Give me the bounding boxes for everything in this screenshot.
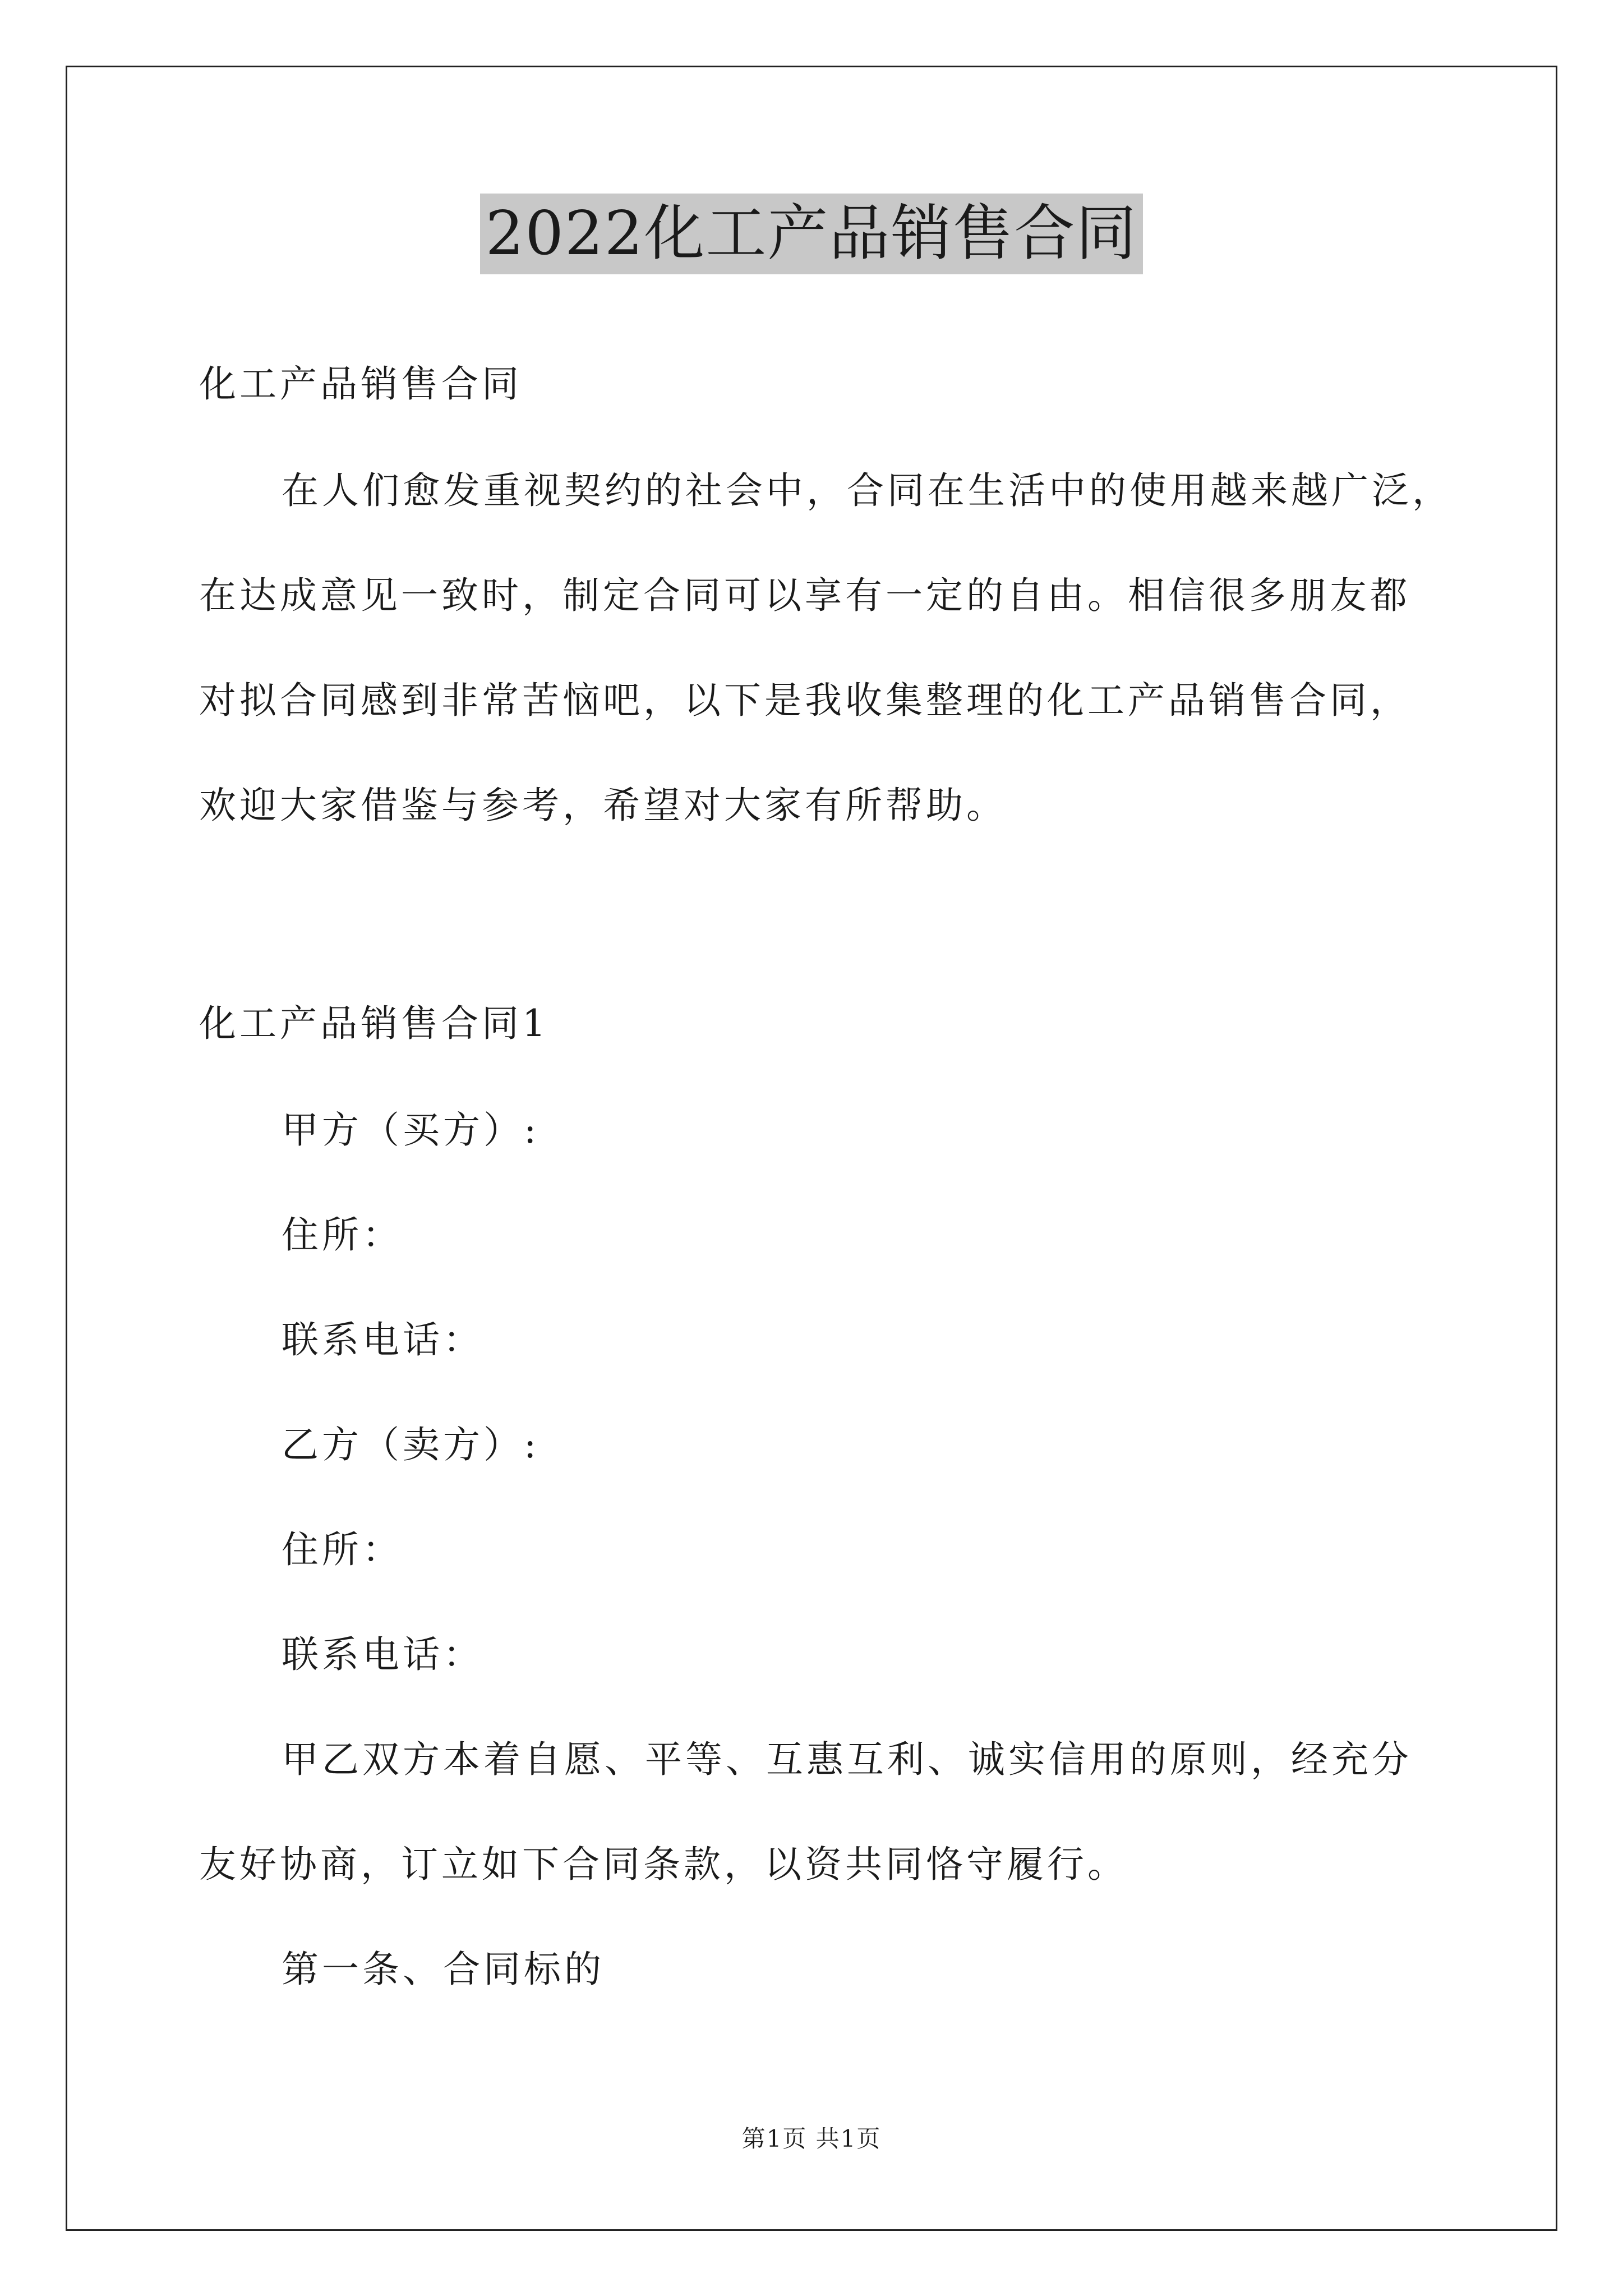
page-footer: 第1页 共1页: [741, 2125, 882, 2152]
party-b-label: 乙方（卖方）:: [282, 1423, 540, 1466]
article-1-heading: 第一条、合同标的: [282, 1948, 605, 1991]
document-title: [0, 194, 1623, 274]
section-title: 化工产品销售合同1: [199, 1002, 549, 1045]
document-subtitle: 化工产品销售合同: [199, 362, 522, 406]
party-a-phone: 联系电话：: [282, 1318, 483, 1361]
party-a-label: 甲方（买方）:: [282, 1108, 540, 1152]
party-b-address: 住所：: [282, 1528, 403, 1571]
agreement-line-2: 友好协商，订立如下合同条款，以资共同恪守履行。: [199, 1843, 1128, 1886]
party-a-address: 住所：: [282, 1213, 403, 1257]
intro-line-4: 欢迎大家借鉴与参考，希望对大家有所帮助。: [199, 784, 1007, 827]
intro-line-2: 在达成意见一致时，制定合同可以享有一定的自由。相信很多朋友都: [199, 574, 1410, 617]
agreement-line-1: 甲乙双方本着自愿、平等、互惠互利、诚实信用的原则，经充分: [282, 1738, 1412, 1781]
intro-line-1: 在人们愈发重视契约的社会中，合同在生活中的使用越来越广泛，: [282, 469, 1453, 512]
intro-line-3: 对拟合同感到非常苦恼吧，以下是我收集整理的化工产品销售合同，: [199, 679, 1410, 722]
party-b-phone: 联系电话：: [282, 1633, 483, 1676]
document-title-text: 2022化工产品销售合同: [480, 194, 1144, 274]
